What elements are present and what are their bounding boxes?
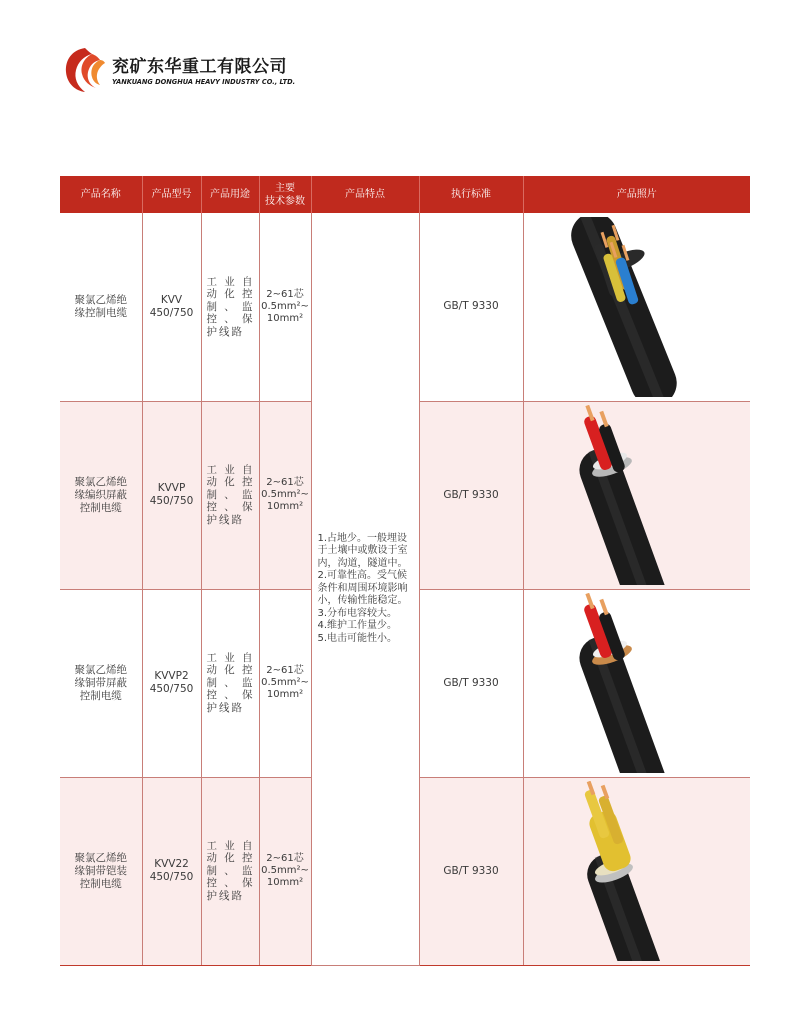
product-model: KVV22 450/750 (142, 777, 201, 965)
product-model: KVV 450/750 (142, 213, 201, 401)
product-standard: GB/T 9330 (419, 401, 523, 589)
product-use: 工业自动化控制、监控、保护线路 (201, 401, 259, 589)
header-model: 产品型号 (142, 176, 201, 213)
product-standard: GB/T 9330 (419, 777, 523, 965)
product-standard: GB/T 9330 (419, 213, 523, 401)
table-row (60, 213, 750, 401)
cable-kvvp-photo (562, 405, 712, 585)
table-header-row (60, 176, 750, 213)
product-standard: GB/T 9330 (419, 589, 523, 777)
product-params: 2~61芯 0.5mm²~ 10mm² (259, 401, 311, 589)
product-model: KVVP 450/750 (142, 401, 201, 589)
company-name-cn: 兖矿东华重工有限公司 (112, 57, 287, 77)
product-use: 工业自动化控制、监控、保护线路 (201, 213, 259, 401)
product-photo (523, 213, 750, 401)
cable-kvv-photo (562, 217, 712, 397)
product-photo (523, 589, 750, 777)
flame-logo-icon (62, 44, 108, 94)
product-table (60, 176, 750, 966)
product-photo (523, 401, 750, 589)
product-params: 2~61芯 0.5mm²~ 10mm² (259, 589, 311, 777)
product-name: 聚氯乙烯绝缘铜带屏蔽控制电缆 (60, 589, 142, 777)
company-logo (62, 44, 322, 96)
product-name: 聚氯乙烯绝缘编织屏蔽控制电缆 (60, 401, 142, 589)
header-use: 产品用途 (201, 176, 259, 213)
product-features: 1.占地少。一般埋设于土壤中或敷设于室内，沟道，隧道中。 2.可靠性高。受气候条件和周围环境影响小，传输性能稳定。 3.分布电容较大。 4.维护工作量少。 5.电击可能性小。 (311, 213, 419, 965)
header-standard: 执行标准 (419, 176, 523, 213)
product-params: 2~61芯 0.5mm²~ 10mm² (259, 777, 311, 965)
cable-kvv22-photo (562, 781, 712, 961)
product-name: 聚氯乙烯绝缘控制电缆 (60, 213, 142, 401)
cable-kvvp2-photo (562, 593, 712, 773)
header-name: 产品名称 (60, 176, 142, 213)
header-photo: 产品照片 (523, 176, 750, 213)
product-name: 聚氯乙烯绝缘铜带铠装控制电缆 (60, 777, 142, 965)
header-features: 产品特点 (311, 176, 419, 213)
product-params: 2~61芯 0.5mm²~ 10mm² (259, 213, 311, 401)
product-model: KVVP2 450/750 (142, 589, 201, 777)
product-use: 工业自动化控制、监控、保护线路 (201, 777, 259, 965)
header-params: 主要 技术参数 (259, 176, 311, 213)
company-name-en: YANKUANG DONGHUA HEAVY INDUSTRY CO., LTD. (112, 77, 296, 86)
product-use: 工业自动化控制、监控、保护线路 (201, 589, 259, 777)
product-photo (523, 777, 750, 965)
